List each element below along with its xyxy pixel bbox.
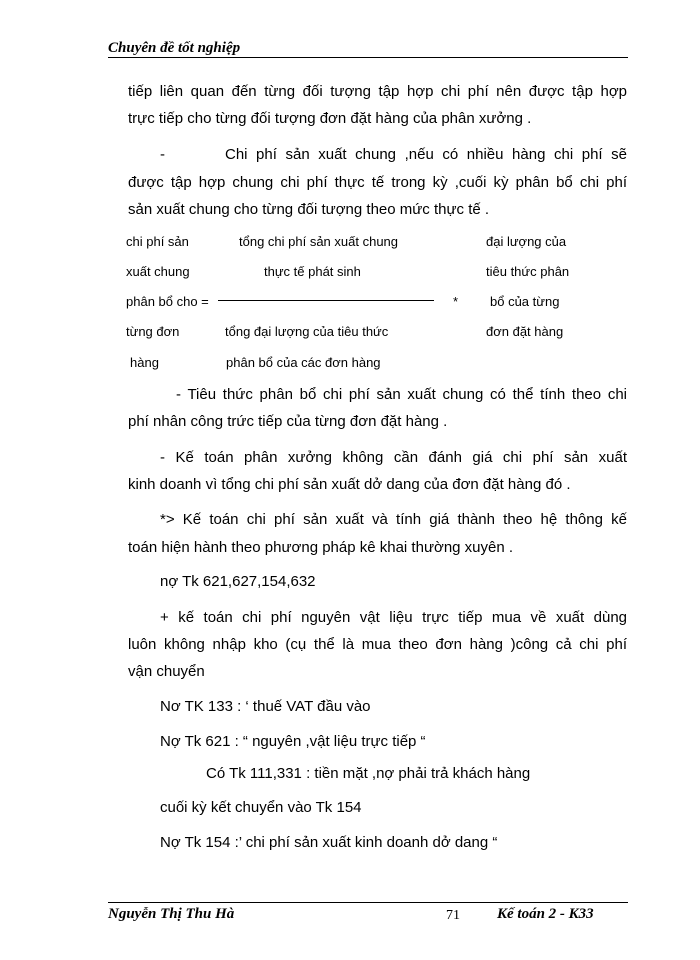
formula-right-3: bổ của từng bbox=[490, 294, 560, 309]
formula-right-4: đơn đặt hàng bbox=[486, 324, 564, 339]
p2-line2: được tập hợp chung chi phí thực tế trong kỳ ,cuối kỳ phân bổ chi phí bbox=[128, 174, 627, 191]
p12: Nợ Tk 154 :’ chi phí sản xuất kinh doanh dở dang “ bbox=[160, 834, 498, 851]
formula-left-5: hàng bbox=[130, 355, 159, 370]
formula-left-4: từng đơn bbox=[126, 324, 180, 339]
header-rule bbox=[108, 57, 628, 58]
p8: Nơ TK 133 : ‘ thuế VAT đầu vào bbox=[160, 698, 371, 715]
p1-line1: tiếp liên quan đến từng đối tượng tập hợp chi phí nên được tập hợp bbox=[128, 83, 627, 100]
fraction-bar bbox=[218, 300, 434, 301]
footer-course: Kế toán 2 - K33 bbox=[497, 906, 594, 922]
p7-line1: + kế toán chi phí nguyên vật liệu trực tiếp mua về xuất dùng bbox=[160, 609, 627, 626]
p4-line1: - Kế toán phân xưởng không cần đánh giá chi phí sản xuất bbox=[160, 449, 627, 466]
p7-line3: vận chuyển bbox=[128, 663, 205, 680]
p5-line2: toán hiện hành theo phương pháp kê khai thường xuyên . bbox=[128, 539, 514, 556]
formula-denominator-2: phân bổ của các đơn hàng bbox=[226, 355, 381, 370]
formula-right-1: đại lượng của bbox=[486, 234, 567, 249]
formula-denominator-1: tổng đại lượng của tiêu thức bbox=[225, 324, 389, 339]
p1-line2: trực tiếp cho từng đối tượng đơn đặt hàng của phân xưởng . bbox=[128, 110, 532, 127]
footer-author: Nguyễn Thị Thu Hà bbox=[108, 906, 235, 922]
formula-left-1: chi phí sản bbox=[126, 234, 189, 249]
formula-times: * bbox=[453, 294, 459, 309]
formula-numerator-2: thực tế phát sinh bbox=[264, 264, 361, 279]
p2-line3: sản xuất chung cho từng đối tượng theo mức thực tế . bbox=[128, 201, 490, 218]
p10: Có Tk 111,331 : tiền mặt ,nợ phải trả khách hàng bbox=[206, 765, 531, 782]
p2-line1: - Chi phí sản xuất chung ,nếu có nhiều hàng chi phí sẽ bbox=[160, 146, 627, 163]
formula-numerator-1: tổng chi phí sản xuất chung bbox=[239, 234, 399, 249]
p6: nợ Tk 621,627,154,632 bbox=[160, 573, 316, 590]
footer-rule bbox=[108, 902, 628, 903]
p4-line2: kinh doanh vì tổng chi phí sản xuất dở dang của đơn đặt hàng đó . bbox=[128, 476, 571, 493]
p9: Nợ Tk 621 : “ nguyên ,vật liệu trực tiếp “ bbox=[160, 733, 426, 750]
formula-left-2: xuất chung bbox=[126, 264, 190, 279]
page-number: 71 bbox=[446, 908, 460, 923]
p5-line1: *> Kế toán chi phí sản xuất và tính giá thành theo hệ thông kế bbox=[160, 511, 627, 528]
p3-line2: phí nhân công trức tiếp của từng đơn đặt hàng . bbox=[128, 413, 448, 430]
formula-right-2: tiêu thức phân bbox=[486, 264, 570, 279]
p3-line1: - Tiêu thức phân bổ chi phí sản xuất chung có thể tính theo chi bbox=[176, 386, 627, 403]
header-title: Chuyên đề tốt nghiệp bbox=[108, 40, 241, 56]
formula-left-3: phân bổ cho = bbox=[126, 294, 209, 309]
p7-line2: luôn không nhập kho (cụ thể là mua theo đơn hàng )công cả chi phí bbox=[128, 636, 627, 653]
p11: cuối kỳ kết chuyển vào Tk 154 bbox=[160, 799, 362, 816]
